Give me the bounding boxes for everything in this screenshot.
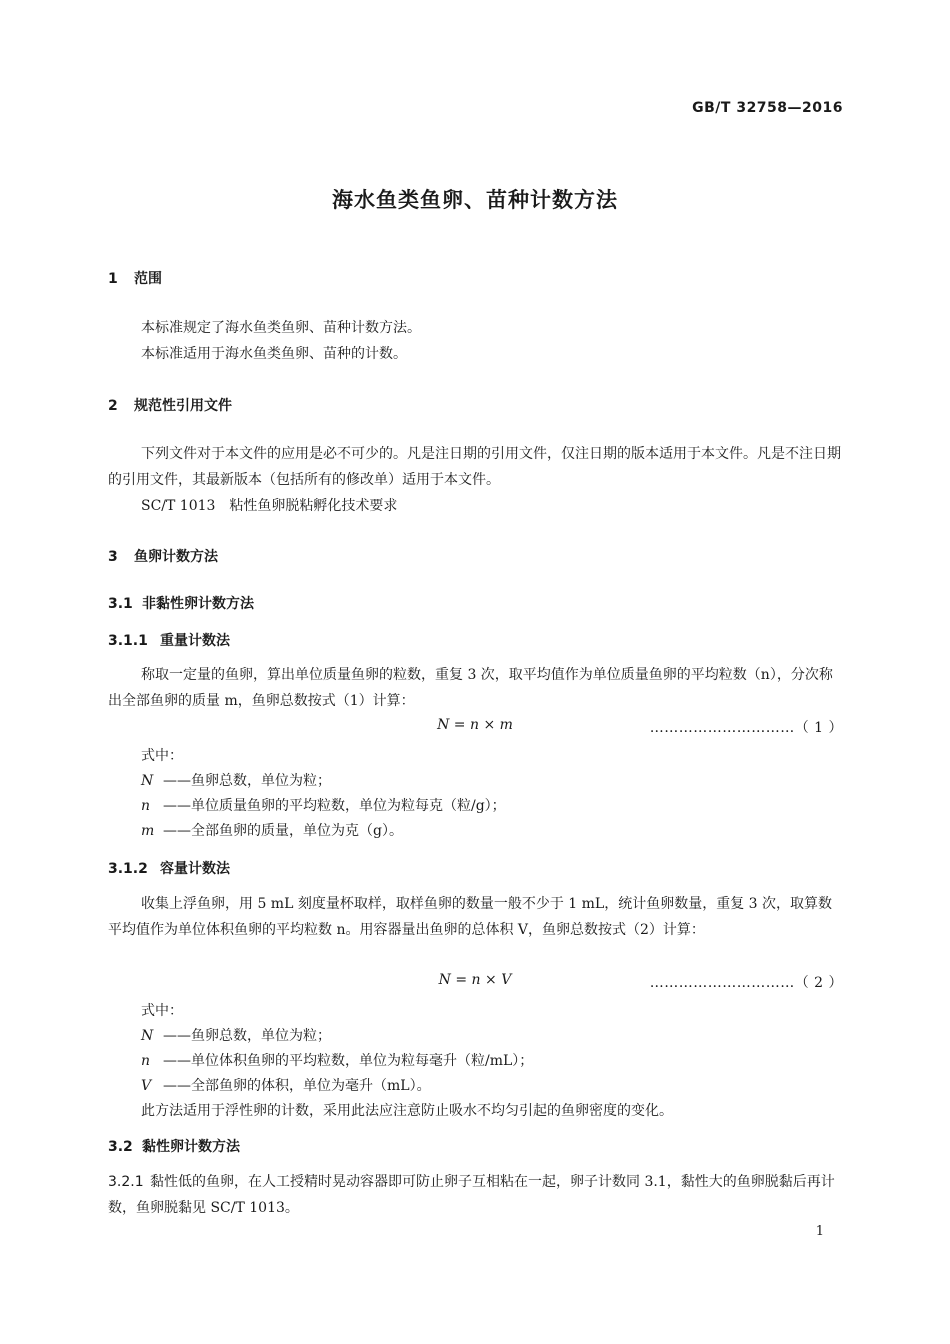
page-number: 1 [815, 1224, 824, 1239]
paragraph: 本标准规定了海水鱼类鱼卵、苗种计数方法。 [141, 320, 421, 336]
formula-number-2: …………………………（ 2 ） [649, 975, 843, 991]
normative-reference: SC/T 1013 粘性鱼卵脱粘孵化技术要求 [141, 498, 398, 514]
method-note: 此方法适用于浮性卵的计数，采用此法应注意防止吸水不均匀引起的鱼卵密度的变化。 [141, 1103, 673, 1119]
paragraph: 本标准适用于海水鱼类鱼卵、苗种的计数。 [141, 346, 407, 362]
definition-row: m ——全部鱼卵的质量，单位为克（g）。 [141, 823, 403, 839]
clause-3-2-1: 3.2.1 黏性低的鱼卵，在人工授精时晃动容器即可防止卵子互相粘在一起，卵子计数同 3.1，黏性大的鱼卵脱黏后再计数，鱼卵脱黏见 SC/T 1013。 [108, 1174, 835, 1216]
section-heading-2: 2 规范性引用文件 [108, 398, 232, 414]
definition-row: N ——鱼卵总数，单位为粒； [141, 773, 331, 789]
formula-2: N = n × V [438, 972, 512, 988]
section-heading-3-2: 3.2 黏性卵计数方法 [108, 1139, 240, 1155]
section-heading-3-1-2: 3.1.2 容量计数法 [108, 861, 230, 877]
formula-number-1: …………………………（ 1 ） [649, 720, 843, 736]
where-label: 式中： [141, 748, 183, 764]
paragraph: 收集上浮鱼卵，用 5 mL 刻度量杯取样，取样鱼卵的数量一般不少于 1 mL，统计鱼卵数量，重复 3 次，取算数平均值作为单位体积鱼卵的平均粒数 n。用容器量出鱼卵的总体积 V，鱼卵总数按式（2）计算： [108, 896, 833, 938]
definition-row: V ——全部鱼卵的体积，单位为毫升（mL）。 [141, 1078, 431, 1094]
section-heading-3: 3 鱼卵计数方法 [108, 549, 218, 565]
formula-1: N = n × m [437, 717, 513, 733]
section-heading-1: 1 范围 [108, 271, 162, 287]
definition-row: N ——鱼卵总数，单位为粒； [141, 1028, 331, 1044]
paragraph: 下列文件对于本文件的应用是必不可少的。凡是注日期的引用文件，仅注日期的版本适用于本文件。凡是不注日期的引用文件，其最新版本（包括所有的修改单）适用于本文件。 [108, 446, 841, 488]
definition-row: n ——单位体积鱼卵的平均粒数，单位为粒每毫升（粒/mL）； [141, 1053, 534, 1069]
document-title: 海水鱼类鱼卵、苗种计数方法 [332, 188, 618, 212]
section-heading-3-1: 3.1 非黏性卵计数方法 [108, 596, 254, 612]
where-label: 式中： [141, 1003, 183, 1019]
section-heading-3-1-1: 3.1.1 重量计数法 [108, 633, 230, 649]
standard-number: GB/T 32758—2016 [692, 100, 843, 116]
definition-row: n ——单位质量鱼卵的平均粒数，单位为粒每克（粒/g）； [141, 798, 506, 814]
paragraph: 称取一定量的鱼卵，算出单位质量鱼卵的粒数，重复 3 次，取平均值作为单位质量鱼卵的平均粒数（n），分次称出全部鱼卵的质量 m，鱼卵总数按式（1）计算： [108, 667, 833, 709]
